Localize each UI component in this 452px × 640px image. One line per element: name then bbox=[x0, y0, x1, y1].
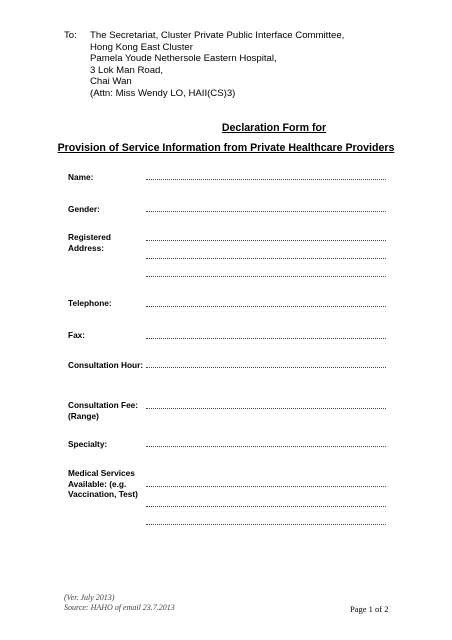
registered-address-label: Registered Address: bbox=[68, 232, 111, 253]
consultation-fee-field[interactable] bbox=[146, 408, 386, 409]
medical-services-label: Medical Services Available: (e.g. Vaccination, Test) bbox=[68, 468, 138, 499]
gender-field[interactable] bbox=[146, 211, 386, 212]
address-field-line-2[interactable] bbox=[146, 258, 386, 259]
address-line: (Attn: Miss Wendy LO, HAII(CS)3) bbox=[90, 87, 236, 99]
address-line: The Secretariat, Cluster Private Public Interface Committee, bbox=[90, 30, 345, 41]
specialty-label: Specialty: bbox=[68, 439, 108, 449]
address-line: 3 Lok Man Road, bbox=[90, 64, 164, 76]
source-note: Source: HAHO of email 23.7.2013 bbox=[64, 602, 175, 612]
consultation-fee-label: Consultation Fee: (Range) bbox=[68, 400, 139, 421]
medical-services-field-line-1[interactable] bbox=[146, 486, 386, 487]
to-label: To: bbox=[64, 30, 77, 41]
footer-notes bbox=[64, 593, 175, 612]
form-title: Declaration Form for bbox=[221, 122, 327, 134]
medical-services-field-line-2[interactable] bbox=[146, 506, 386, 507]
address-field-line-3[interactable] bbox=[146, 276, 386, 277]
version-note: (Ver. July 2013) bbox=[64, 593, 115, 602]
address-field-line-1[interactable] bbox=[146, 240, 386, 241]
address-line: Pamela Youde Nethersole Eastern Hospital, bbox=[90, 53, 277, 65]
consultation-hour-field[interactable] bbox=[146, 367, 386, 368]
address-line: Hong Kong East Cluster bbox=[90, 41, 193, 53]
telephone-field[interactable] bbox=[146, 306, 386, 307]
consultation-hour-label: Consultation Hour: bbox=[68, 360, 144, 370]
specialty-field[interactable] bbox=[146, 446, 386, 447]
address-block bbox=[64, 30, 344, 100]
medical-services-field-line-3[interactable] bbox=[146, 524, 386, 525]
name-label: Name: bbox=[68, 172, 94, 182]
form-subtitle: Provision of Service Information from Private Healthcare Providers bbox=[57, 142, 395, 154]
address-line: Chai Wan bbox=[90, 76, 132, 88]
fax-field[interactable] bbox=[146, 338, 386, 339]
page-number: Page 1 of 2 bbox=[350, 604, 389, 614]
telephone-label: Telephone: bbox=[68, 298, 112, 308]
fax-label: Fax: bbox=[68, 330, 86, 340]
name-field[interactable] bbox=[146, 179, 386, 180]
gender-label: Gender: bbox=[68, 204, 100, 214]
